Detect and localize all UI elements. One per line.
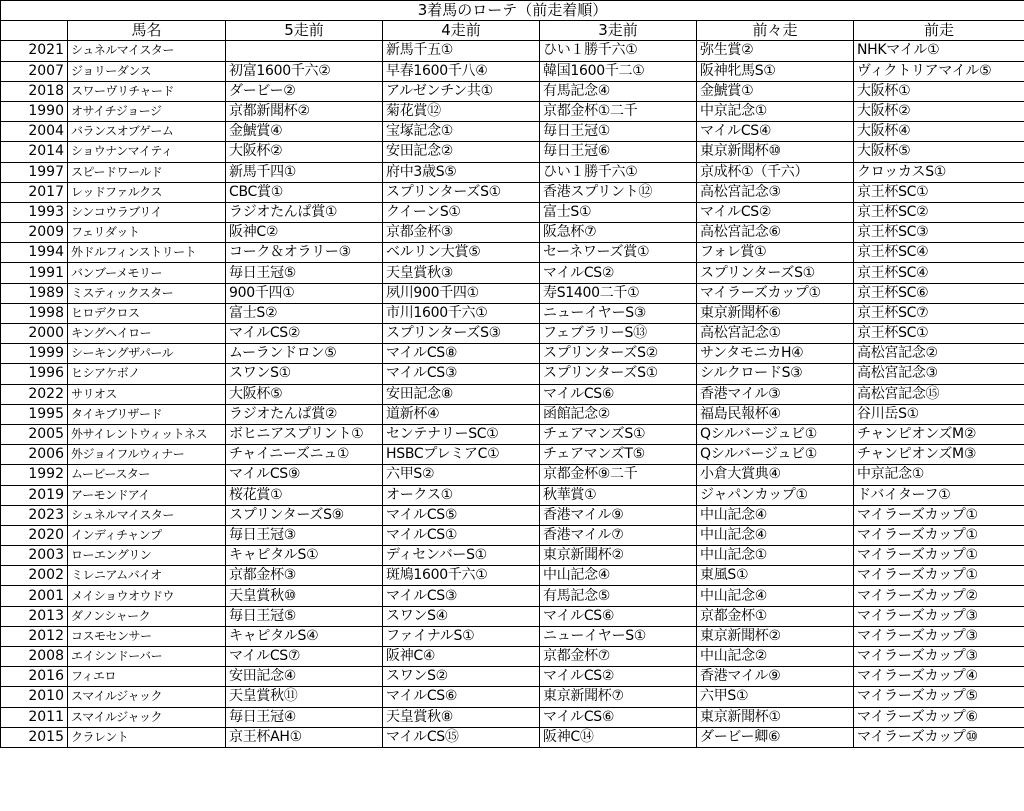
run-5-cell: 京王杯AH① (226, 727, 383, 747)
run-5-header: 5走前 (226, 21, 383, 41)
year-cell: 2010 (1, 687, 68, 707)
table-row (1, 505, 1024, 525)
year-cell: 1990 (1, 101, 68, 121)
horse-name-cell: スピードワールド (68, 162, 226, 182)
table-row (1, 465, 1024, 485)
run-2-cell: 中山記念④ (697, 505, 854, 525)
run-4-header: 4走前 (383, 21, 540, 41)
run-2-cell: 中京記念① (697, 101, 854, 121)
table-row (1, 687, 1024, 707)
horse-name-cell: ローエングリン (68, 546, 226, 566)
run-2-header: 前々走 (697, 21, 854, 41)
run-1-cell: マイラーズカップ③ (854, 606, 1024, 626)
run-3-cell: 東京新聞杯② (540, 546, 697, 566)
year-cell: 2000 (1, 324, 68, 344)
horse-name-cell: スマイルジャック (68, 687, 226, 707)
horse-name-cell: ヒロデクロス (68, 303, 226, 323)
run-5-cell: 富士S② (226, 303, 383, 323)
run-4-cell: 斑鳩1600千六① (383, 566, 540, 586)
table-row (1, 626, 1024, 646)
horse-name-cell: 外ジョイフルウィナー (68, 445, 226, 465)
run-4-cell: 阪神C④ (383, 647, 540, 667)
run-4-cell: センテナリーSC① (383, 424, 540, 444)
run-5-cell: キャピタルS④ (226, 626, 383, 646)
table-row (1, 566, 1024, 586)
run-1-cell: マイラーズカップ③ (854, 626, 1024, 646)
run-3-cell: マイルCS⑥ (540, 707, 697, 727)
run-3-cell: マイルCS⑥ (540, 606, 697, 626)
year-cell: 2003 (1, 546, 68, 566)
run-1-cell: 京王杯SC③ (854, 223, 1024, 243)
horse-name-header: 馬名 (68, 21, 226, 41)
run-3-cell: 富士S① (540, 202, 697, 222)
year-cell: 2004 (1, 122, 68, 142)
run-1-cell: 高松宮記念⑮ (854, 384, 1024, 404)
run-1-cell: マイラーズカップ① (854, 566, 1024, 586)
run-2-cell: 中山記念① (697, 546, 854, 566)
run-1-cell: マイラーズカップ① (854, 525, 1024, 545)
table-title: 3着馬のローテ（前走着順） (1, 1, 1024, 21)
horse-name-cell: レッドファルクス (68, 182, 226, 202)
run-1-cell: 高松宮記念② (854, 344, 1024, 364)
year-cell: 2022 (1, 384, 68, 404)
run-1-cell: 京王杯SC④ (854, 263, 1024, 283)
year-cell: 2019 (1, 485, 68, 505)
run-1-cell: マイラーズカップ② (854, 586, 1024, 606)
run-1-cell: マイラーズカップ③ (854, 647, 1024, 667)
run-3-cell: ひい１勝千六① (540, 41, 697, 61)
run-1-cell: クロッカスS① (854, 162, 1024, 182)
table-row (1, 324, 1024, 344)
run-2-cell: 高松宮記念③ (697, 182, 854, 202)
run-4-cell: マイルCS① (383, 525, 540, 545)
run-4-cell: 府中3歳S⑤ (383, 162, 540, 182)
run-1-cell: 京王杯SC① (854, 182, 1024, 202)
run-2-cell: 東京新聞杯⑥ (697, 303, 854, 323)
table-row (1, 243, 1024, 263)
run-1-cell: 大阪杯① (854, 81, 1024, 101)
run-4-cell: 新馬千五① (383, 41, 540, 61)
run-3-cell: 東京新聞杯⑦ (540, 687, 697, 707)
run-3-cell: セーネワーズ賞① (540, 243, 697, 263)
horse-name-cell: クラレント (68, 727, 226, 747)
year-cell: 1999 (1, 344, 68, 364)
run-3-cell: 毎日王冠⑥ (540, 142, 697, 162)
run-3-cell: 寿S1400二千① (540, 283, 697, 303)
year-cell: 1991 (1, 263, 68, 283)
run-3-cell: マイルCS⑥ (540, 384, 697, 404)
run-5-cell: 新馬千四① (226, 162, 383, 182)
run-3-cell: 秋華賞① (540, 485, 697, 505)
run-1-cell: 京王杯SC⑥ (854, 283, 1024, 303)
year-cell: 2018 (1, 81, 68, 101)
run-5-cell: 毎日王冠③ (226, 525, 383, 545)
horse-name-cell: シュネルマイスター (68, 41, 226, 61)
table-row (1, 485, 1024, 505)
year-cell: 1996 (1, 364, 68, 384)
run-2-cell: スプリンターズS① (697, 263, 854, 283)
run-4-cell: HSBCプレミアC① (383, 445, 540, 465)
run-2-cell: 福島民報杯④ (697, 404, 854, 424)
year-cell: 2002 (1, 566, 68, 586)
year-cell: 2009 (1, 223, 68, 243)
run-2-cell: マイラーズカップ① (697, 283, 854, 303)
horse-name-cell: ミレニアムバイオ (68, 566, 226, 586)
table-row (1, 364, 1024, 384)
run-3-cell: マイルCS② (540, 263, 697, 283)
horse-name-cell: アーモンドアイ (68, 485, 226, 505)
run-4-cell: 天皇賞秋⑧ (383, 707, 540, 727)
run-3-cell: チェアマンズT⑤ (540, 445, 697, 465)
table-row (1, 142, 1024, 162)
table-row (1, 223, 1024, 243)
run-2-cell: フォレ賞① (697, 243, 854, 263)
year-cell: 2015 (1, 727, 68, 747)
run-5-cell: ボヒニアスプリント① (226, 424, 383, 444)
run-3-cell: チェアマンズS① (540, 424, 697, 444)
horse-name-cell: メイショウオウドウ (68, 586, 226, 606)
run-4-cell: スプリンターズS③ (383, 324, 540, 344)
table-row (1, 101, 1024, 121)
year-cell: 2005 (1, 424, 68, 444)
run-5-cell: コーク＆オラリー③ (226, 243, 383, 263)
horse-name-cell: オサイチジョージ (68, 101, 226, 121)
run-2-cell: 中山記念④ (697, 525, 854, 545)
horse-name-cell: バンブーメモリー (68, 263, 226, 283)
run-3-cell: ニューイヤーS① (540, 626, 697, 646)
run-5-cell: マイルCS⑦ (226, 647, 383, 667)
run-5-cell: 900千四① (226, 283, 383, 303)
run-3-cell: 阪急杯⑦ (540, 223, 697, 243)
run-3-cell: 京都金杯⑨二千 (540, 465, 697, 485)
run-5-cell: 安田記念④ (226, 667, 383, 687)
horse-name-cell: サリオス (68, 384, 226, 404)
table-row (1, 182, 1024, 202)
run-1-cell: マイラーズカップ① (854, 505, 1024, 525)
horse-name-cell: シンコウラブリイ (68, 202, 226, 222)
run-3-cell: 中山記念④ (540, 566, 697, 586)
run-5-cell: 毎日王冠⑤ (226, 263, 383, 283)
year-cell: 2021 (1, 41, 68, 61)
table-row (1, 404, 1024, 424)
horse-name-cell: ヒシアケボノ (68, 364, 226, 384)
year-cell: 1995 (1, 404, 68, 424)
table-row (1, 445, 1024, 465)
horse-name-cell: 外サイレントウィットネス (68, 424, 226, 444)
run-3-cell: 香港マイル⑨ (540, 505, 697, 525)
run-1-cell: 大阪杯⑤ (854, 142, 1024, 162)
run-2-cell: 中山記念② (697, 647, 854, 667)
horse-name-cell: キングヘイロー (68, 324, 226, 344)
horse-name-cell: ジョリーダンス (68, 61, 226, 81)
run-4-cell: ファイナルS① (383, 626, 540, 646)
run-4-cell: 夙川900千四① (383, 283, 540, 303)
run-4-cell: マイルCS⑤ (383, 505, 540, 525)
run-5-cell: ダービー② (226, 81, 383, 101)
table-row (1, 303, 1024, 323)
run-5-cell: スワンS① (226, 364, 383, 384)
run-2-cell: 弥生賞② (697, 41, 854, 61)
run-3-cell: 香港マイル⑦ (540, 525, 697, 545)
run-4-cell: オークス① (383, 485, 540, 505)
horse-name-cell: バランスオブゲーム (68, 122, 226, 142)
run-5-cell: 桜花賞① (226, 485, 383, 505)
run-1-cell: マイラーズカップ① (854, 546, 1024, 566)
run-1-cell: 大阪杯② (854, 101, 1024, 121)
table-row (1, 586, 1024, 606)
header-row (1, 21, 1024, 41)
run-5-cell: スプリンターズS⑨ (226, 505, 383, 525)
table-row (1, 283, 1024, 303)
table-row (1, 647, 1024, 667)
run-1-cell: 谷川岳S① (854, 404, 1024, 424)
run-1-cell: マイラーズカップ⑥ (854, 707, 1024, 727)
year-cell: 1992 (1, 465, 68, 485)
run-4-cell: 天皇賞秋③ (383, 263, 540, 283)
table-row (1, 344, 1024, 364)
run-2-cell: マイルCS④ (697, 122, 854, 142)
run-3-cell: 韓国1600千二① (540, 61, 697, 81)
run-3-cell: 毎日王冠① (540, 122, 697, 142)
run-2-cell: マイルCS② (697, 202, 854, 222)
run-4-cell: スワンS② (383, 667, 540, 687)
year-cell: 1993 (1, 202, 68, 222)
run-4-cell: マイルCS③ (383, 586, 540, 606)
run-2-cell: 東京新聞杯② (697, 626, 854, 646)
run-2-cell: 東風S① (697, 566, 854, 586)
year-cell: 2012 (1, 626, 68, 646)
run-4-cell: ベルリン大賞⑤ (383, 243, 540, 263)
year-cell: 2023 (1, 505, 68, 525)
run-4-cell: マイルCS③ (383, 364, 540, 384)
run-1-cell: マイラーズカップ⑩ (854, 727, 1024, 747)
run-3-cell: スプリンターズS② (540, 344, 697, 364)
year-cell: 2006 (1, 445, 68, 465)
run-1-cell: NHKマイル① (854, 41, 1024, 61)
run-4-cell: マイルCS⑧ (383, 344, 540, 364)
run-2-cell: シルクロードS③ (697, 364, 854, 384)
title-row (1, 1, 1024, 21)
year-cell: 1998 (1, 303, 68, 323)
year-cell: 2011 (1, 707, 68, 727)
run-5-cell: マイルCS⑨ (226, 465, 383, 485)
run-5-cell: 天皇賞秋⑪ (226, 687, 383, 707)
year-cell: 2007 (1, 61, 68, 81)
run-5-cell: ムーランドロン⑤ (226, 344, 383, 364)
run-4-cell: 菊花賞⑫ (383, 101, 540, 121)
run-5-cell: マイルCS② (226, 324, 383, 344)
table-row (1, 424, 1024, 444)
horse-name-cell: タイキブリザード (68, 404, 226, 424)
run-1-header: 前走 (854, 21, 1024, 41)
year-cell: 2017 (1, 182, 68, 202)
run-4-cell: マイルCS⑮ (383, 727, 540, 747)
run-3-cell: 京都金杯⑦ (540, 647, 697, 667)
run-2-cell: サンタモニカH④ (697, 344, 854, 364)
run-2-cell: 中山記念④ (697, 586, 854, 606)
run-4-cell: アルゼンチン共① (383, 81, 540, 101)
run-5-cell: 天皇賞秋⑩ (226, 586, 383, 606)
run-4-cell: 安田記念② (383, 142, 540, 162)
run-5-cell (226, 41, 383, 61)
table-row (1, 81, 1024, 101)
run-1-cell: チャンピオンズM③ (854, 445, 1024, 465)
table-row (1, 122, 1024, 142)
run-5-cell: 金鯱賞④ (226, 122, 383, 142)
run-2-cell: 小倉大賞典④ (697, 465, 854, 485)
run-3-cell: 阪神C⑭ (540, 727, 697, 747)
run-4-cell: クイーンS① (383, 202, 540, 222)
run-1-cell: 中京記念① (854, 465, 1024, 485)
table-row (1, 162, 1024, 182)
run-1-cell: 京王杯SC① (854, 324, 1024, 344)
horse-name-cell: シュネルマイスター (68, 505, 226, 525)
run-3-cell: マイルCS② (540, 667, 697, 687)
run-4-cell: 早春1600千八④ (383, 61, 540, 81)
run-4-cell: 安田記念⑧ (383, 384, 540, 404)
horse-name-cell: ミスティックスター (68, 283, 226, 303)
horse-name-cell: ショウナンマイティ (68, 142, 226, 162)
horse-name-cell: エイシンドーバー (68, 647, 226, 667)
table-body (1, 41, 1024, 748)
horse-name-cell: シーキングザパール (68, 344, 226, 364)
run-3-cell: 京都金杯①二千 (540, 101, 697, 121)
run-3-cell: 有馬記念⑤ (540, 586, 697, 606)
run-3-cell: スプリンターズS① (540, 364, 697, 384)
table-row (1, 41, 1024, 61)
run-2-cell: ダービー卿⑥ (697, 727, 854, 747)
run-1-cell: 京王杯SC④ (854, 243, 1024, 263)
year-cell: 2008 (1, 647, 68, 667)
run-4-cell: マイルCS⑥ (383, 687, 540, 707)
horse-name-cell: コスモセンサー (68, 626, 226, 646)
run-2-cell: 京成杯①（千六） (697, 162, 854, 182)
run-3-cell: 香港スプリント⑫ (540, 182, 697, 202)
horse-name-cell: インディチャンプ (68, 525, 226, 545)
run-2-cell: 金鯱賞① (697, 81, 854, 101)
run-5-cell: ラジオたんぱ賞② (226, 404, 383, 424)
run-5-cell: 阪神C② (226, 223, 383, 243)
run-2-cell: Qシルバージュビ① (697, 445, 854, 465)
run-5-cell: 京都新聞杯② (226, 101, 383, 121)
run-5-cell: 初富1600千六② (226, 61, 383, 81)
run-5-cell: 京都金杯③ (226, 566, 383, 586)
run-5-cell: CBC賞① (226, 182, 383, 202)
run-1-cell: 京王杯SC⑦ (854, 303, 1024, 323)
run-4-cell: 京都金杯③ (383, 223, 540, 243)
year-cell: 1997 (1, 162, 68, 182)
table-row (1, 202, 1024, 222)
run-1-cell: 京王杯SC② (854, 202, 1024, 222)
run-4-cell: ディセンバーS① (383, 546, 540, 566)
year-cell: 2020 (1, 525, 68, 545)
horse-name-cell: 外ドルフィンストリート (68, 243, 226, 263)
run-5-cell: キャピタルS① (226, 546, 383, 566)
run-2-cell: 香港マイル③ (697, 384, 854, 404)
run-2-cell: 京都金杯① (697, 606, 854, 626)
run-5-cell: 大阪杯② (226, 142, 383, 162)
run-1-cell: ドバイターフ① (854, 485, 1024, 505)
run-4-cell: 市川1600千六① (383, 303, 540, 323)
run-3-cell: フェブラリーS⑬ (540, 324, 697, 344)
run-1-cell: マイラーズカップ④ (854, 667, 1024, 687)
run-5-cell: 大阪杯⑤ (226, 384, 383, 404)
run-2-cell: 東京新聞杯① (697, 707, 854, 727)
run-2-cell: 阪神牝馬S① (697, 61, 854, 81)
run-4-cell: 宝塚記念① (383, 122, 540, 142)
run-4-cell: 六甲S② (383, 465, 540, 485)
run-5-cell: ラジオたんぱ賞① (226, 202, 383, 222)
run-1-cell: チャンピオンズM② (854, 424, 1024, 444)
table-row (1, 61, 1024, 81)
table-row (1, 707, 1024, 727)
run-3-cell: ニューイヤーS③ (540, 303, 697, 323)
horse-name-cell: フィエロ (68, 667, 226, 687)
run-1-cell: マイラーズカップ⑤ (854, 687, 1024, 707)
run-2-cell: 高松宮記念⑥ (697, 223, 854, 243)
horse-name-cell: ムービースター (68, 465, 226, 485)
table-row (1, 727, 1024, 747)
run-4-cell: 道新杯④ (383, 404, 540, 424)
table-row (1, 546, 1024, 566)
run-5-cell: 毎日王冠④ (226, 707, 383, 727)
run-1-cell: 大阪杯④ (854, 122, 1024, 142)
year-cell: 2013 (1, 606, 68, 626)
run-3-cell: 有馬記念④ (540, 81, 697, 101)
run-5-cell: 毎日王冠⑤ (226, 606, 383, 626)
run-2-cell: 高松宮記念① (697, 324, 854, 344)
run-2-cell: Qシルバージュビ① (697, 424, 854, 444)
run-2-cell: 六甲S① (697, 687, 854, 707)
horse-name-cell: ダノンシャーク (68, 606, 226, 626)
table-row (1, 263, 1024, 283)
table-row (1, 384, 1024, 404)
run-4-cell: スワンS④ (383, 606, 540, 626)
year-cell: 1989 (1, 283, 68, 303)
year-cell: 2001 (1, 586, 68, 606)
run-1-cell: ヴィクトリアマイル⑤ (854, 61, 1024, 81)
year-header (1, 21, 68, 41)
run-1-cell: 高松宮記念③ (854, 364, 1024, 384)
year-cell: 1994 (1, 243, 68, 263)
run-2-cell: ジャパンカップ① (697, 485, 854, 505)
run-2-cell: 香港マイル⑨ (697, 667, 854, 687)
run-4-cell: スプリンターズS① (383, 182, 540, 202)
run-2-cell: 東京新聞杯⑩ (697, 142, 854, 162)
year-cell: 2016 (1, 667, 68, 687)
horse-name-cell: スマイルジャック (68, 707, 226, 727)
run-3-cell: ひい１勝千六① (540, 162, 697, 182)
table-row (1, 525, 1024, 545)
table-row (1, 667, 1024, 687)
horse-name-cell: スワーヴリチャード (68, 81, 226, 101)
run-3-header: 3走前 (540, 21, 697, 41)
run-3-cell: 函館記念② (540, 404, 697, 424)
year-cell: 2014 (1, 142, 68, 162)
horse-name-cell: フェリダット (68, 223, 226, 243)
run-5-cell: チャイニーズニュ① (226, 445, 383, 465)
table-row (1, 606, 1024, 626)
